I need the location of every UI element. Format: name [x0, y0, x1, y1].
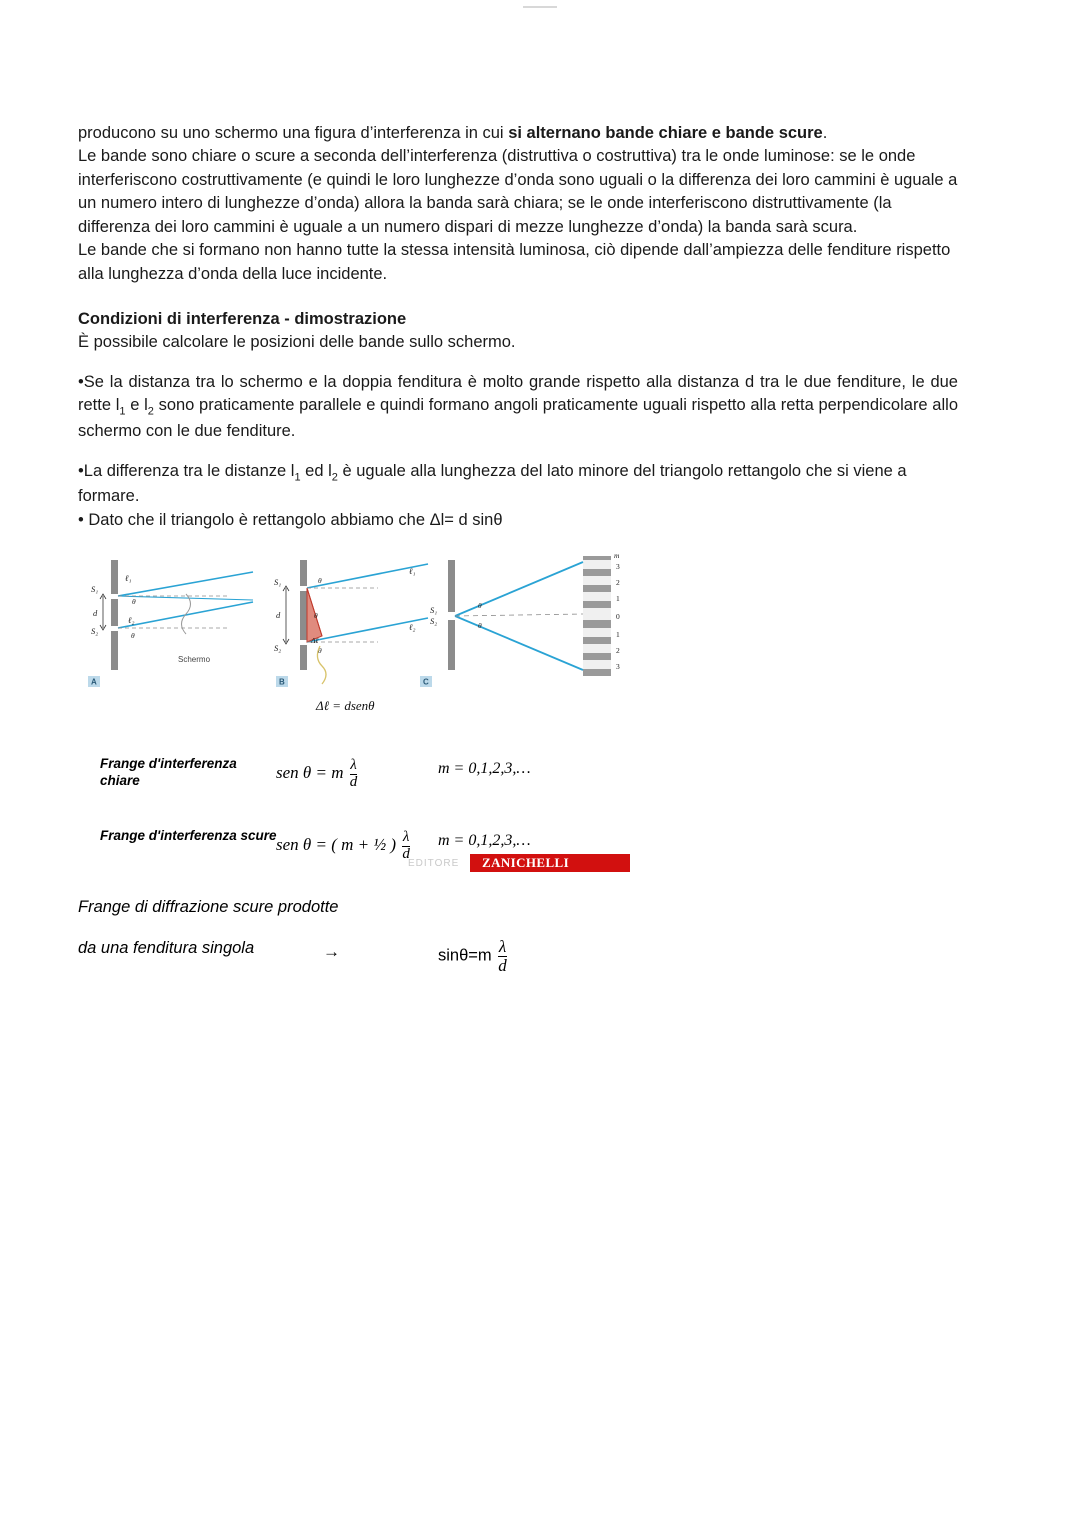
interference-figure	[78, 550, 638, 740]
bullet-2-sub2: 2	[331, 470, 338, 483]
svg-text:S₂: S₂	[274, 643, 282, 654]
closing-numerator: λ	[498, 937, 507, 957]
bright-m-values: m = 0,1,2,3,…	[438, 760, 531, 778]
bullet-2-mid: ed l	[300, 461, 332, 480]
svg-text:ℓ₂: ℓ₂	[409, 622, 416, 633]
svg-text:3: 3	[616, 562, 620, 572]
dark-fringe-row	[78, 828, 958, 874]
closing-formula	[438, 938, 509, 974]
closing-line-1: Frange di diffrazione scure prodotte	[78, 898, 339, 917]
dark-fringe-label: Frange d'interferenza scure	[100, 828, 277, 844]
svg-text:2: 2	[616, 578, 620, 588]
paragraph-1	[78, 122, 958, 145]
paragraph-1-bold: si alternano bande chiare e bande scure	[508, 124, 823, 142]
svg-text:ℓ₁: ℓ₁	[125, 573, 132, 584]
svg-text:θ: θ	[318, 576, 322, 586]
publisher-watermark-text: ZANICHELLI	[482, 855, 570, 871]
svg-text:S₂: S₂	[430, 616, 438, 627]
bullet-1-post: sono praticamente parallele e quindi formano angoli praticamente uguali rispetto alla retta perpendicolare allo schermo con le due fenditure.	[78, 396, 958, 441]
bright-fraction	[350, 758, 358, 790]
svg-text:2: 2	[616, 646, 620, 656]
bright-eq-lhs: sen θ =	[276, 763, 327, 783]
paragraph-4: È possibile calcolare le posizioni delle bande sullo schermo.	[78, 333, 516, 352]
svg-text:B: B	[279, 677, 285, 687]
dark-fringe-formula	[276, 830, 412, 862]
svg-text:S₁: S₁	[430, 605, 438, 616]
bullet-1-pre: •Se la distanza tra lo schermo e la doppia fenditura è molto grande rispetto alla distanza d tra le due fenditure, le due rette l	[78, 372, 958, 415]
section-heading: Condizioni di interferenza - dimostrazione	[78, 309, 407, 328]
closing-formula-lhs: sinθ=m	[438, 946, 492, 965]
bullet-1-sub2: 2	[147, 405, 154, 418]
bright-denominator: d	[349, 773, 358, 790]
intro-paragraph-group	[78, 122, 958, 286]
svg-text:0: 0	[616, 612, 620, 622]
closing-denominator: d	[498, 955, 507, 975]
page-top-mark	[523, 6, 557, 8]
svg-text:d: d	[93, 608, 98, 619]
svg-text:1: 1	[616, 594, 620, 604]
bright-numerator: λ	[350, 757, 357, 774]
svg-text:A: A	[91, 677, 97, 687]
svg-text:θ: θ	[132, 597, 136, 607]
figure-panel-c	[420, 551, 620, 687]
paragraph-3: Le bande che si formano non hanno tutte la stessa intensità luminosa, ciò dipende dall’ampiezza delle fenditure rispetto alla lunghezza d’onda della luce incidente.	[78, 241, 951, 283]
svg-text:Δℓ: Δℓ	[311, 636, 319, 646]
svg-text:θ: θ	[478, 601, 482, 611]
closing-fraction	[498, 938, 507, 974]
watermark-ghost-text: EDITORE	[408, 858, 460, 870]
dark-eq-lhs: sen θ =	[276, 835, 327, 855]
dark-m-values: m = 0,1,2,3,…	[438, 832, 531, 850]
bright-fringe-row	[78, 756, 958, 802]
svg-text:1: 1	[616, 630, 620, 640]
bright-fringe-label: Frange d'interferenza chiare	[100, 756, 237, 789]
svg-text:S₁: S₁	[274, 577, 282, 588]
paragraph-1-text-a: producono su uno schermo una figura d’interferenza in cui	[78, 124, 509, 142]
svg-text:3: 3	[616, 662, 620, 672]
svg-text:C: C	[423, 677, 429, 687]
closing-line-2: da una fenditura singola	[78, 939, 255, 958]
svg-text:S₁: S₁	[91, 584, 99, 595]
svg-text:θ: θ	[314, 611, 318, 621]
bullet-2-pre: •La differenza tra le distanze l	[78, 461, 295, 480]
bullet-3: • Dato che il triangolo è rettangolo abbiamo che Δl= d sinθ	[78, 510, 503, 529]
closing-arrow: →	[323, 942, 340, 962]
svg-text:θ: θ	[131, 631, 135, 641]
bullet-2	[78, 460, 958, 509]
dark-numerator: λ	[402, 829, 410, 846]
dark-eq-paren: ( m + ½ )	[331, 835, 397, 855]
svg-text:θ: θ	[478, 621, 482, 631]
paragraph-1-text-c: .	[822, 124, 828, 142]
svg-text:θ: θ	[318, 646, 322, 656]
svg-text:Schermo: Schermo	[178, 655, 211, 665]
svg-text:ℓ₂: ℓ₂	[128, 615, 135, 626]
bright-eq-m: m	[331, 763, 344, 783]
document-content	[78, 122, 958, 984]
bullet-2-sub1: 1	[294, 470, 301, 483]
svg-text:S₂: S₂	[91, 626, 99, 637]
closing-block	[78, 898, 958, 984]
interference-diagram-svg	[78, 550, 638, 740]
bullet-1-mid: e l	[125, 396, 148, 415]
bright-fringe-formula	[276, 758, 359, 790]
svg-text:d: d	[276, 610, 281, 621]
svg-text:ℓ₁: ℓ₁	[409, 566, 416, 577]
svg-text:m: m	[614, 551, 620, 561]
figure-panel-a	[88, 560, 253, 687]
figure-caption-delta: Δℓ = dsenθ	[316, 698, 375, 714]
figure-panel-b	[274, 560, 428, 687]
bullet-1-sub1: 1	[119, 405, 126, 418]
bullet-2-post: è uguale alla lunghezza del lato minore del triangolo rettangolo che si viene a formare.	[78, 461, 907, 506]
bullet-1	[78, 371, 958, 444]
dark-denominator: d	[402, 845, 410, 862]
paragraph-2: Le bande sono chiare o scure a seconda dell’interferenza (distruttiva o costruttiva) tra le onde luminose: se le onde interferiscono costruttivamente (e quindi le loro lunghezze d’onda sono uguali o la differenza dei loro cammini è uguale a un numero intero di lunghezze d’onda) allora la banda sarà chiara; se le onde interferiscono distruttivamente (la differenza dei loro cammini è uguale a un numero dispari di mezze lunghezze d’onda) la banda sarà scura.	[78, 147, 958, 236]
